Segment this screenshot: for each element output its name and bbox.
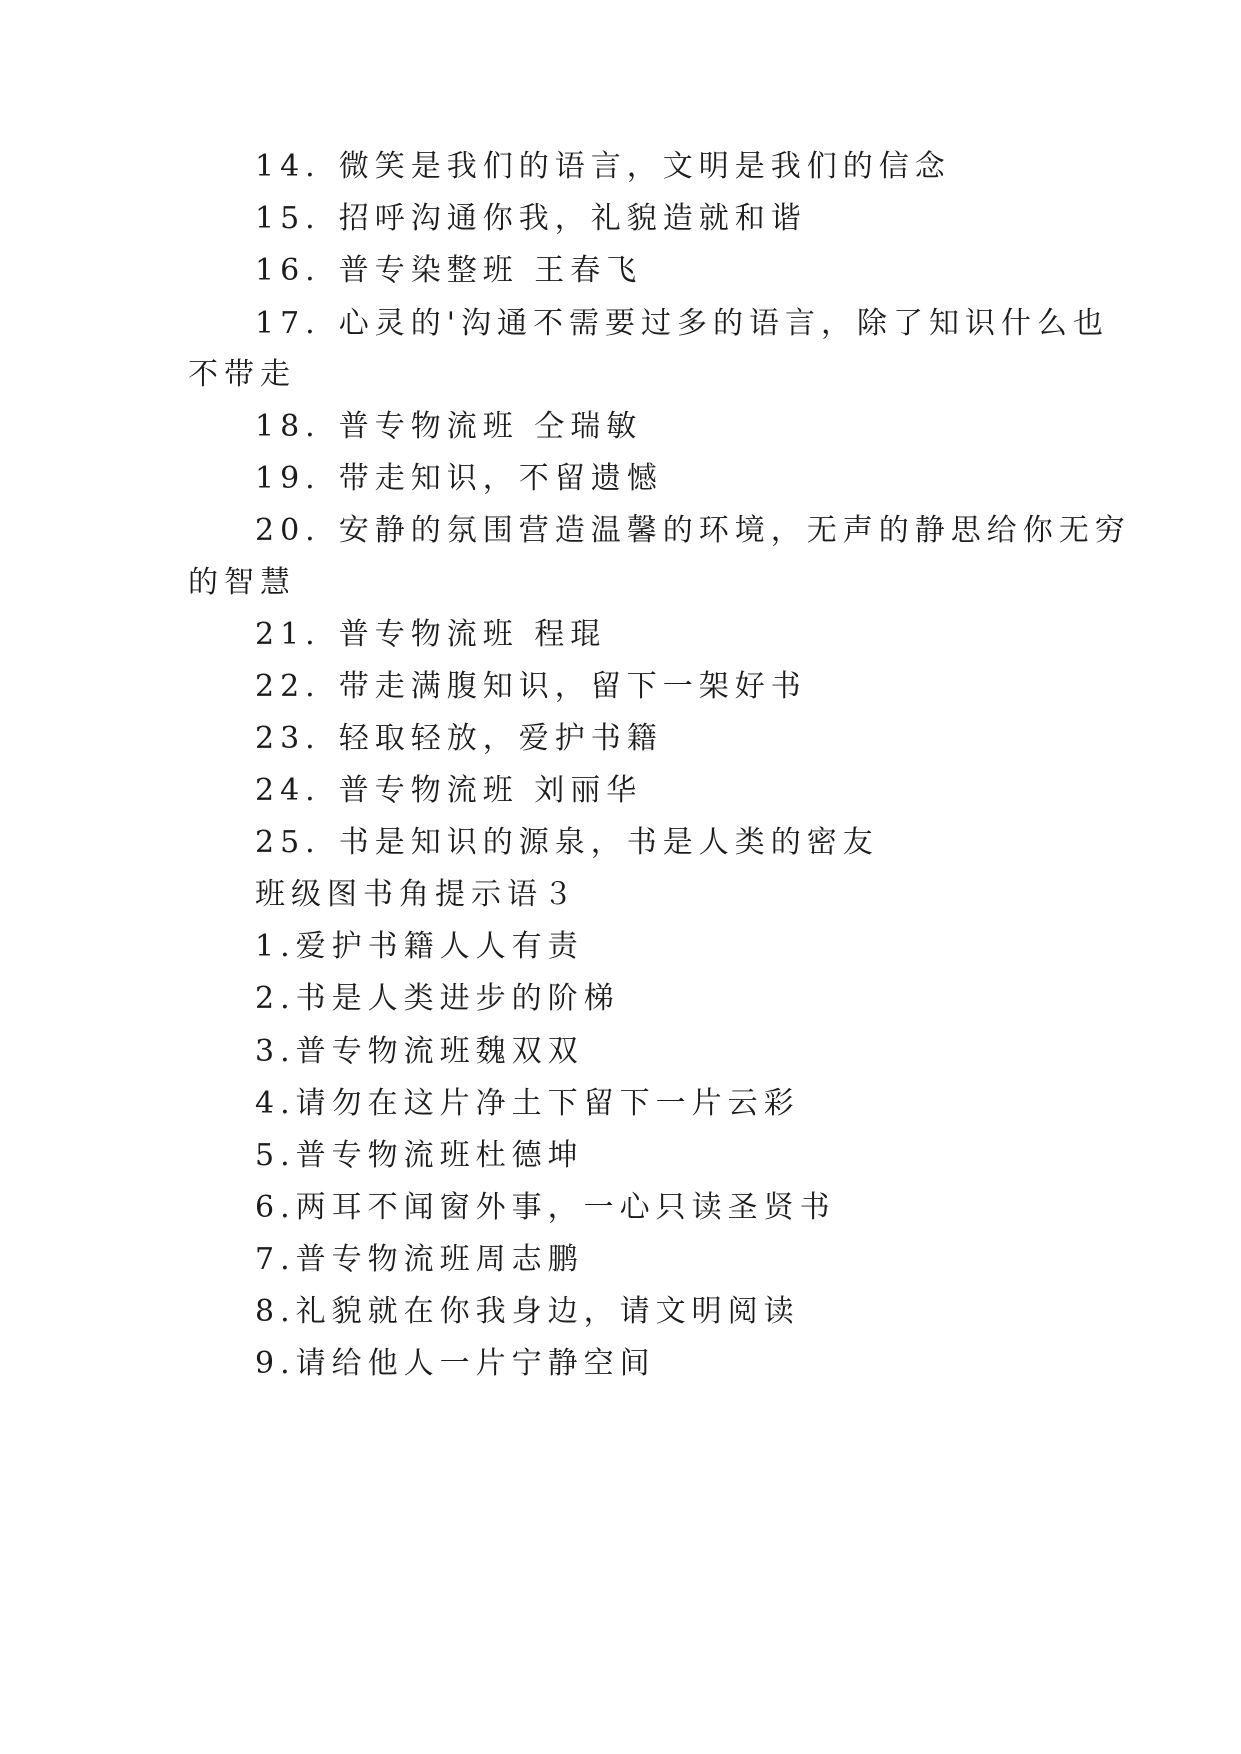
item-number: 4.	[255, 1086, 296, 1121]
list-item-3	[0, 1035, 1241, 1069]
section-heading: 班级图书角提示语３	[255, 877, 579, 912]
item-number: 18.	[255, 409, 321, 444]
list-item-17-continuation: 不带走	[188, 357, 296, 392]
item-number: 21.	[255, 617, 321, 652]
item-number: 6.	[255, 1190, 296, 1225]
item-number: 22.	[255, 669, 321, 704]
list-item-5	[0, 1139, 1241, 1173]
list-item-7	[0, 1243, 1241, 1277]
item-text: 礼貌就在你我身边，请文明阅读	[295, 1294, 800, 1329]
item-number: 3.	[255, 1034, 296, 1069]
list-item-6	[0, 1191, 1241, 1225]
item-text: 书是知识的源泉，书是人类的密友	[338, 825, 879, 860]
item-text: 心灵的'沟通不需要过多的语言，除了知识什么也	[338, 306, 1109, 341]
list-item-4	[0, 1087, 1241, 1121]
list-item-2	[0, 982, 1241, 1016]
list-item-18	[0, 410, 1241, 444]
list-item-8	[0, 1295, 1241, 1329]
item-number: 23.	[255, 721, 321, 756]
list-item-19	[0, 462, 1241, 496]
list-item-9	[0, 1347, 1241, 1381]
item-text: 普专物流班周志鹏	[295, 1242, 584, 1277]
item-number: 24.	[255, 773, 321, 808]
list-item-20-continuation: 的智慧	[188, 565, 296, 600]
item-number: 14.	[255, 149, 321, 184]
list-item-23	[0, 722, 1241, 756]
item-number: 8.	[255, 1294, 296, 1329]
item-text: 爱护书籍人人有责	[295, 929, 584, 964]
list-item-1	[0, 930, 1241, 964]
list-item-20	[0, 514, 1241, 548]
item-number: 2.	[255, 981, 296, 1016]
list-item-21	[0, 618, 1241, 652]
item-text: 两耳不闻窗外事，一心只读圣贤书	[295, 1190, 836, 1225]
item-text: 请勿在这片净土下留下一片云彩	[295, 1086, 800, 1121]
item-text: 普专物流班魏双双	[295, 1034, 584, 1069]
item-text: 普专染整班 王春飞	[338, 253, 643, 288]
item-number: 5.	[255, 1138, 296, 1173]
list-item-17	[0, 307, 1241, 341]
list-item-16	[0, 254, 1241, 288]
item-text: 请给他人一片宁静空间	[295, 1346, 656, 1381]
list-item-25	[0, 826, 1241, 860]
item-text: 书是人类进步的阶梯	[295, 981, 620, 1016]
item-text: 普专物流班 仝瑞敏	[338, 409, 643, 444]
item-text: 轻取轻放，爱护书籍	[338, 721, 663, 756]
item-number: 1.	[255, 929, 296, 964]
item-number: 7.	[255, 1242, 296, 1277]
item-text: 普专物流班杜德坤	[295, 1138, 584, 1173]
item-text: 招呼沟通你我，礼貌造就和谐	[338, 201, 807, 236]
list-item-15	[0, 202, 1241, 236]
item-number: 17.	[255, 306, 321, 341]
item-number: 15.	[255, 201, 321, 236]
item-number: 19.	[255, 461, 321, 496]
list-item-14	[0, 150, 1241, 184]
list-item-22	[0, 670, 1241, 704]
item-text: 微笑是我们的语言，文明是我们的信念	[338, 149, 951, 184]
item-number: 9.	[255, 1346, 296, 1381]
item-text: 安静的氛围营造温馨的环境，无声的静思给你无穷	[338, 513, 1131, 548]
item-text: 普专物流班 刘丽华	[338, 773, 643, 808]
list-item-24	[0, 774, 1241, 808]
item-text: 普专物流班 程琨	[338, 617, 607, 652]
item-number: 16.	[255, 253, 321, 288]
item-text: 带走知识，不留遗憾	[338, 461, 663, 496]
item-number: 25.	[255, 825, 321, 860]
item-text: 带走满腹知识，留下一架好书	[338, 669, 807, 704]
item-number: 20.	[255, 513, 321, 548]
